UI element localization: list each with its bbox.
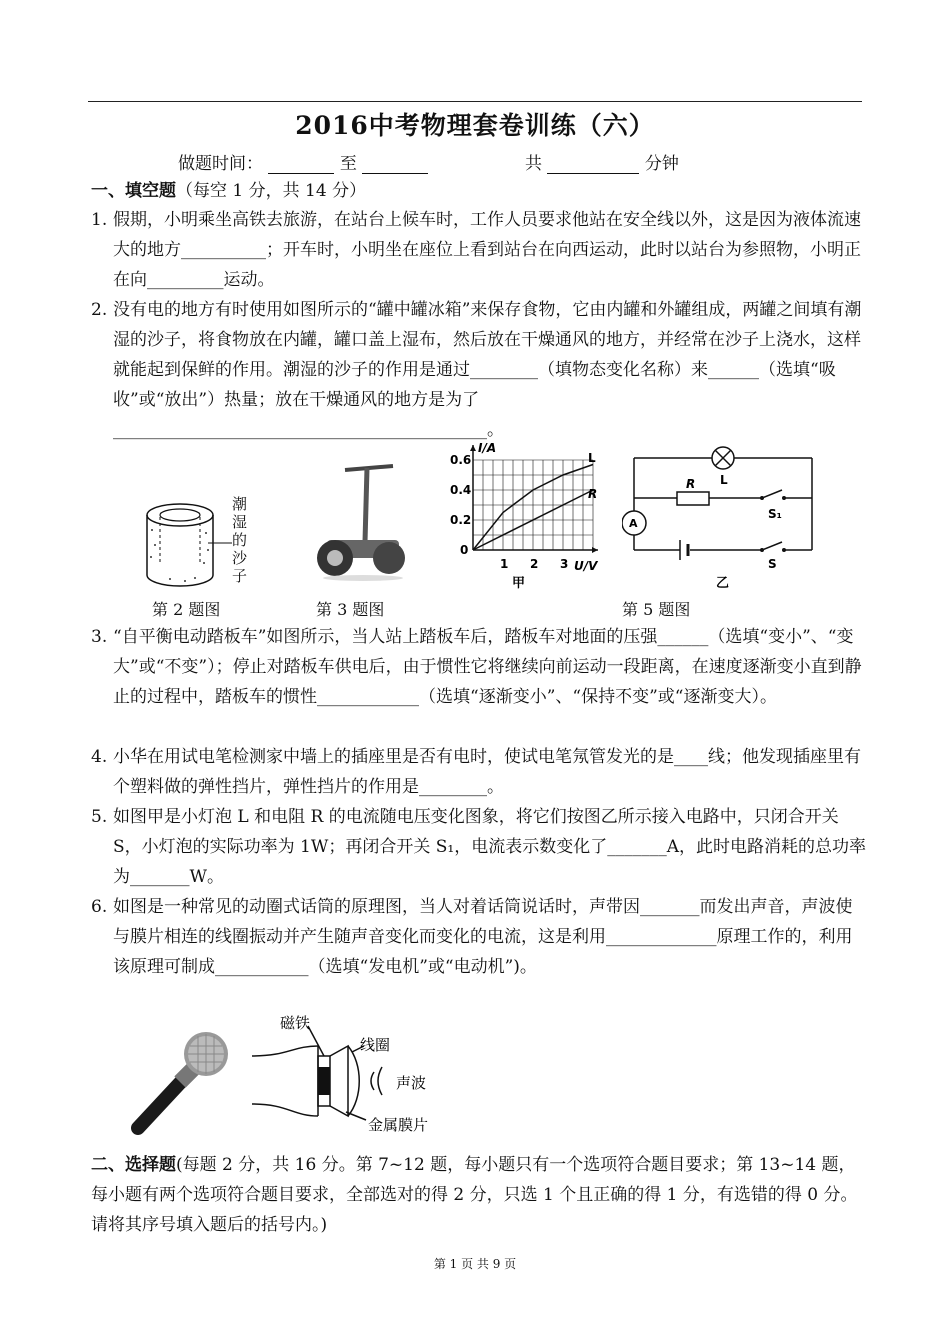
question-6 — [91, 892, 866, 982]
meter-label: A — [629, 517, 638, 530]
fig2-label: 潮湿的沙子 — [232, 495, 248, 585]
question-text: “自平衡电动踏板车”如图所示，当人站上踏板车后，踏板车对地面的压强______（选填“变小”、“变大”或“不变”）；停止对踏板车供电后，由于惯性它将继续向前运动一段距离，在速度逐渐变小直到静止的过程中，踏板车的惯性____________（选填“逐渐变小”、“保持不变”或“逐渐变大）。 — [113, 627, 862, 707]
graph-grid — [473, 460, 593, 550]
section1-heading — [91, 176, 366, 206]
resistor-icon — [677, 492, 709, 505]
total-blank — [547, 155, 639, 174]
curve-label-R: R — [588, 487, 598, 501]
switch1-label: S₁ — [768, 507, 782, 521]
question-number: 2. — [91, 300, 108, 320]
y-tick-label: 0.2 — [450, 513, 472, 527]
question-text: 没有电的地方有时使用如图所示的“罐中罐冰箱”来保存食物，它由内罐和外罐组成，两罐之间填有潮湿的沙子，将食物放在内罐，罐口盖上湿布，然后放在干燥通风的地方，并经常在沙子上浇水，这样就能起到保鲜的作用。潮湿的沙子的作用是通过________（填物态变化名称）来______（选填“吸收”或“放出”）热量；放在干燥通风的地方是为了____________________________________________。 — [113, 300, 862, 440]
question-number: 4. — [91, 747, 108, 767]
to-label: 至 — [339, 154, 357, 174]
curve-label-L: L — [588, 451, 596, 465]
graph-sublabel: 甲 — [512, 576, 526, 590]
y-tick-label: 0.6 — [450, 453, 472, 467]
section1-title: 一、填空题 — [91, 181, 176, 201]
circuit-sublabel: 乙 — [716, 576, 730, 590]
question-5 — [91, 802, 866, 892]
start-blank — [268, 155, 334, 174]
switch2-label: S — [768, 557, 777, 571]
x-tick-label: 3 — [560, 557, 569, 571]
resistor-label: R — [686, 477, 696, 491]
x-tick-label: 2 — [530, 557, 539, 571]
switch-s-icon — [762, 542, 782, 550]
question-number: 3. — [91, 627, 108, 647]
fig3-caption: 第 3 题图 — [316, 600, 385, 619]
y-axis-arrow-icon — [470, 445, 476, 451]
end-blank — [362, 155, 428, 174]
x-axis-label: U/V — [574, 559, 598, 573]
y-tick-label: 0.4 — [450, 483, 472, 497]
x-axis-arrow-icon — [592, 547, 598, 553]
mic-principle-diagram — [248, 1012, 458, 1140]
question-number: 1. — [91, 210, 108, 230]
lamp-label: L — [720, 473, 728, 487]
diaphragm-label: 金属膜片 — [368, 1116, 429, 1134]
coil-label: 线圈 — [360, 1036, 391, 1054]
unit-label: 分钟 — [644, 154, 679, 174]
fig3-scooter-figure — [305, 460, 405, 590]
header-rule — [88, 101, 862, 102]
question-2 — [91, 295, 866, 445]
section2-note: (每题 2 分，共 16 分。第 7~12 题，每小题只有一个选项符合题目要求；第 13~14 题，每小题有两个选项符合题目要求，全部选对的得 2 分，只选 1 个且正确的得 1 分，有选错的得 0 分。请将其序号填入题后的括号内。) — [91, 1155, 858, 1235]
y-axis-label: I/A — [478, 441, 497, 455]
question-number: 5. — [91, 807, 108, 827]
time-label: 做题时间： — [178, 154, 263, 174]
x-tick-label: 1 — [500, 557, 509, 571]
section2-title: 二、选择题 — [91, 1155, 176, 1175]
fig5-caption: 第 5 题图 — [622, 600, 691, 619]
question-3 — [91, 622, 866, 712]
magnet-label: 磁铁 — [280, 1014, 311, 1032]
page-footer: 第 1 页 共 9 页 — [433, 1257, 517, 1271]
question-text: 如图甲是小灯泡 L 和电阻 R 的电流随电压变化图象，将它们按图乙所示接入电路中，只闭合开关 S，小灯泡的实际功率为 1W；再闭合开关 S₁，电流表示数变化了_______A，此时电路消耗的总功率为_______W。 — [113, 807, 866, 887]
fig5-circuit — [622, 440, 822, 590]
question-1 — [91, 205, 866, 295]
section2-heading — [91, 1150, 866, 1240]
sound-wave-label: 声波 — [396, 1074, 427, 1092]
microphone-photo — [120, 1030, 230, 1140]
question-text: 如图是一种常见的动圈式话筒的原理图，当人对着话筒说话时，声带因_______而发出声音，声波使与膜片相连的线圈振动并产生随声音变化而变化的电流，这是利用_____________原理工作的，利用该原理可制成___________（选填“发电机”或“电动机”)。 — [113, 897, 853, 977]
section1-note: （每空 1 分，共 14 分） — [176, 181, 367, 201]
question-text: 假期，小明乘坐高铁去旅游，在站台上候车时，工作人员要求他站在安全线以外，这是因为液体流速大的地方__________；开车时，小明坐在座位上看到站台在向西运动，此时以站台为参照物，小明正在向_________运动。 — [113, 210, 861, 290]
time-line — [178, 149, 679, 174]
fig2-caption: 第 2 题图 — [152, 600, 221, 619]
switch-s1-icon — [762, 490, 782, 498]
question-text: 小华在用试电笔检测家中墙上的插座里是否有电时，使试电笔氖管发光的是____线；他发现插座里有个塑料做的弹性挡片，弹性挡片的作用是________。 — [113, 747, 861, 797]
fig5-graph — [448, 440, 608, 590]
total-label: 共 — [525, 154, 543, 174]
question-number: 6. — [91, 897, 108, 917]
page-title: 2016中考物理套卷训练（六） — [295, 111, 655, 140]
question-4 — [91, 742, 866, 802]
y-tick-label: 0 — [460, 543, 469, 557]
